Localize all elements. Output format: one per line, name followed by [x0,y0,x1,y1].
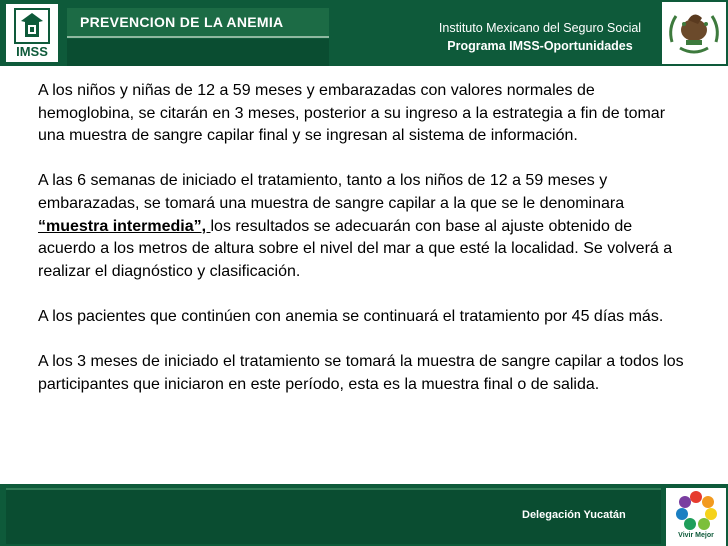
footer-bar [0,484,728,546]
header-bar [0,0,728,66]
imss-logo-text: IMSS [16,44,48,59]
highlight-muestra-intermedia: “muestra intermedia”, [38,217,211,235]
program-name: Programa IMSS-Oportunidades [447,39,633,53]
imss-logo [6,4,58,62]
paragraph-2-start: A las 6 semanas de iniciado el tratamiento, tanto a los niños de 12 a 59 meses y embarazadas, se tomará una muestra de sangre capilar a la que se le denominara [38,172,625,212]
vivir-mejor-logo [666,488,726,546]
mexico-seal [662,2,726,64]
imss-eagle-icon [13,7,51,45]
paragraph-3: A los pacientes que continúen con anemia se continuará el tratamiento por 45 días más. [38,307,664,325]
delegacion-label: Delegación Yucatán [522,509,626,521]
vivir-mejor-flower-icon [674,490,718,532]
institute-name: Instituto Mexicano del Seguro Social [438,21,642,35]
paragraph-2 [38,170,688,283]
mexican-coat-of-arms-icon [662,2,726,64]
title-strip [67,39,329,66]
paragraph-2-end: los resultados se adecuarán con base al ajuste obtenido de acuerdo a los metros de altura sobre el nivel del mar a que esté la localidad. Se volverá a realizar el diagnóstico y clasificación. [38,217,673,280]
paragraph-1: A los niños y niñas de 12 a 59 meses y embarazadas con valores normales de hemoglobina, se citarán en 3 meses, posterior a su ingreso a la estrategia a fin de tomar una muestra de sangre capilar final y se ingresan al sistema de información. [38,82,666,145]
title-box [67,8,329,38]
content-area [38,80,688,419]
vivir-mejor-text: Vivir Mejor [678,532,714,539]
page-title: PREVENCION DE LA ANEMIA [80,14,284,30]
paragraph-4: A los 3 meses de iniciado el tratamiento se tomará la muestra de sangre capilar a todos los participantes que iniciaron en este período, esta es la muestra final o de salida. [38,353,684,393]
